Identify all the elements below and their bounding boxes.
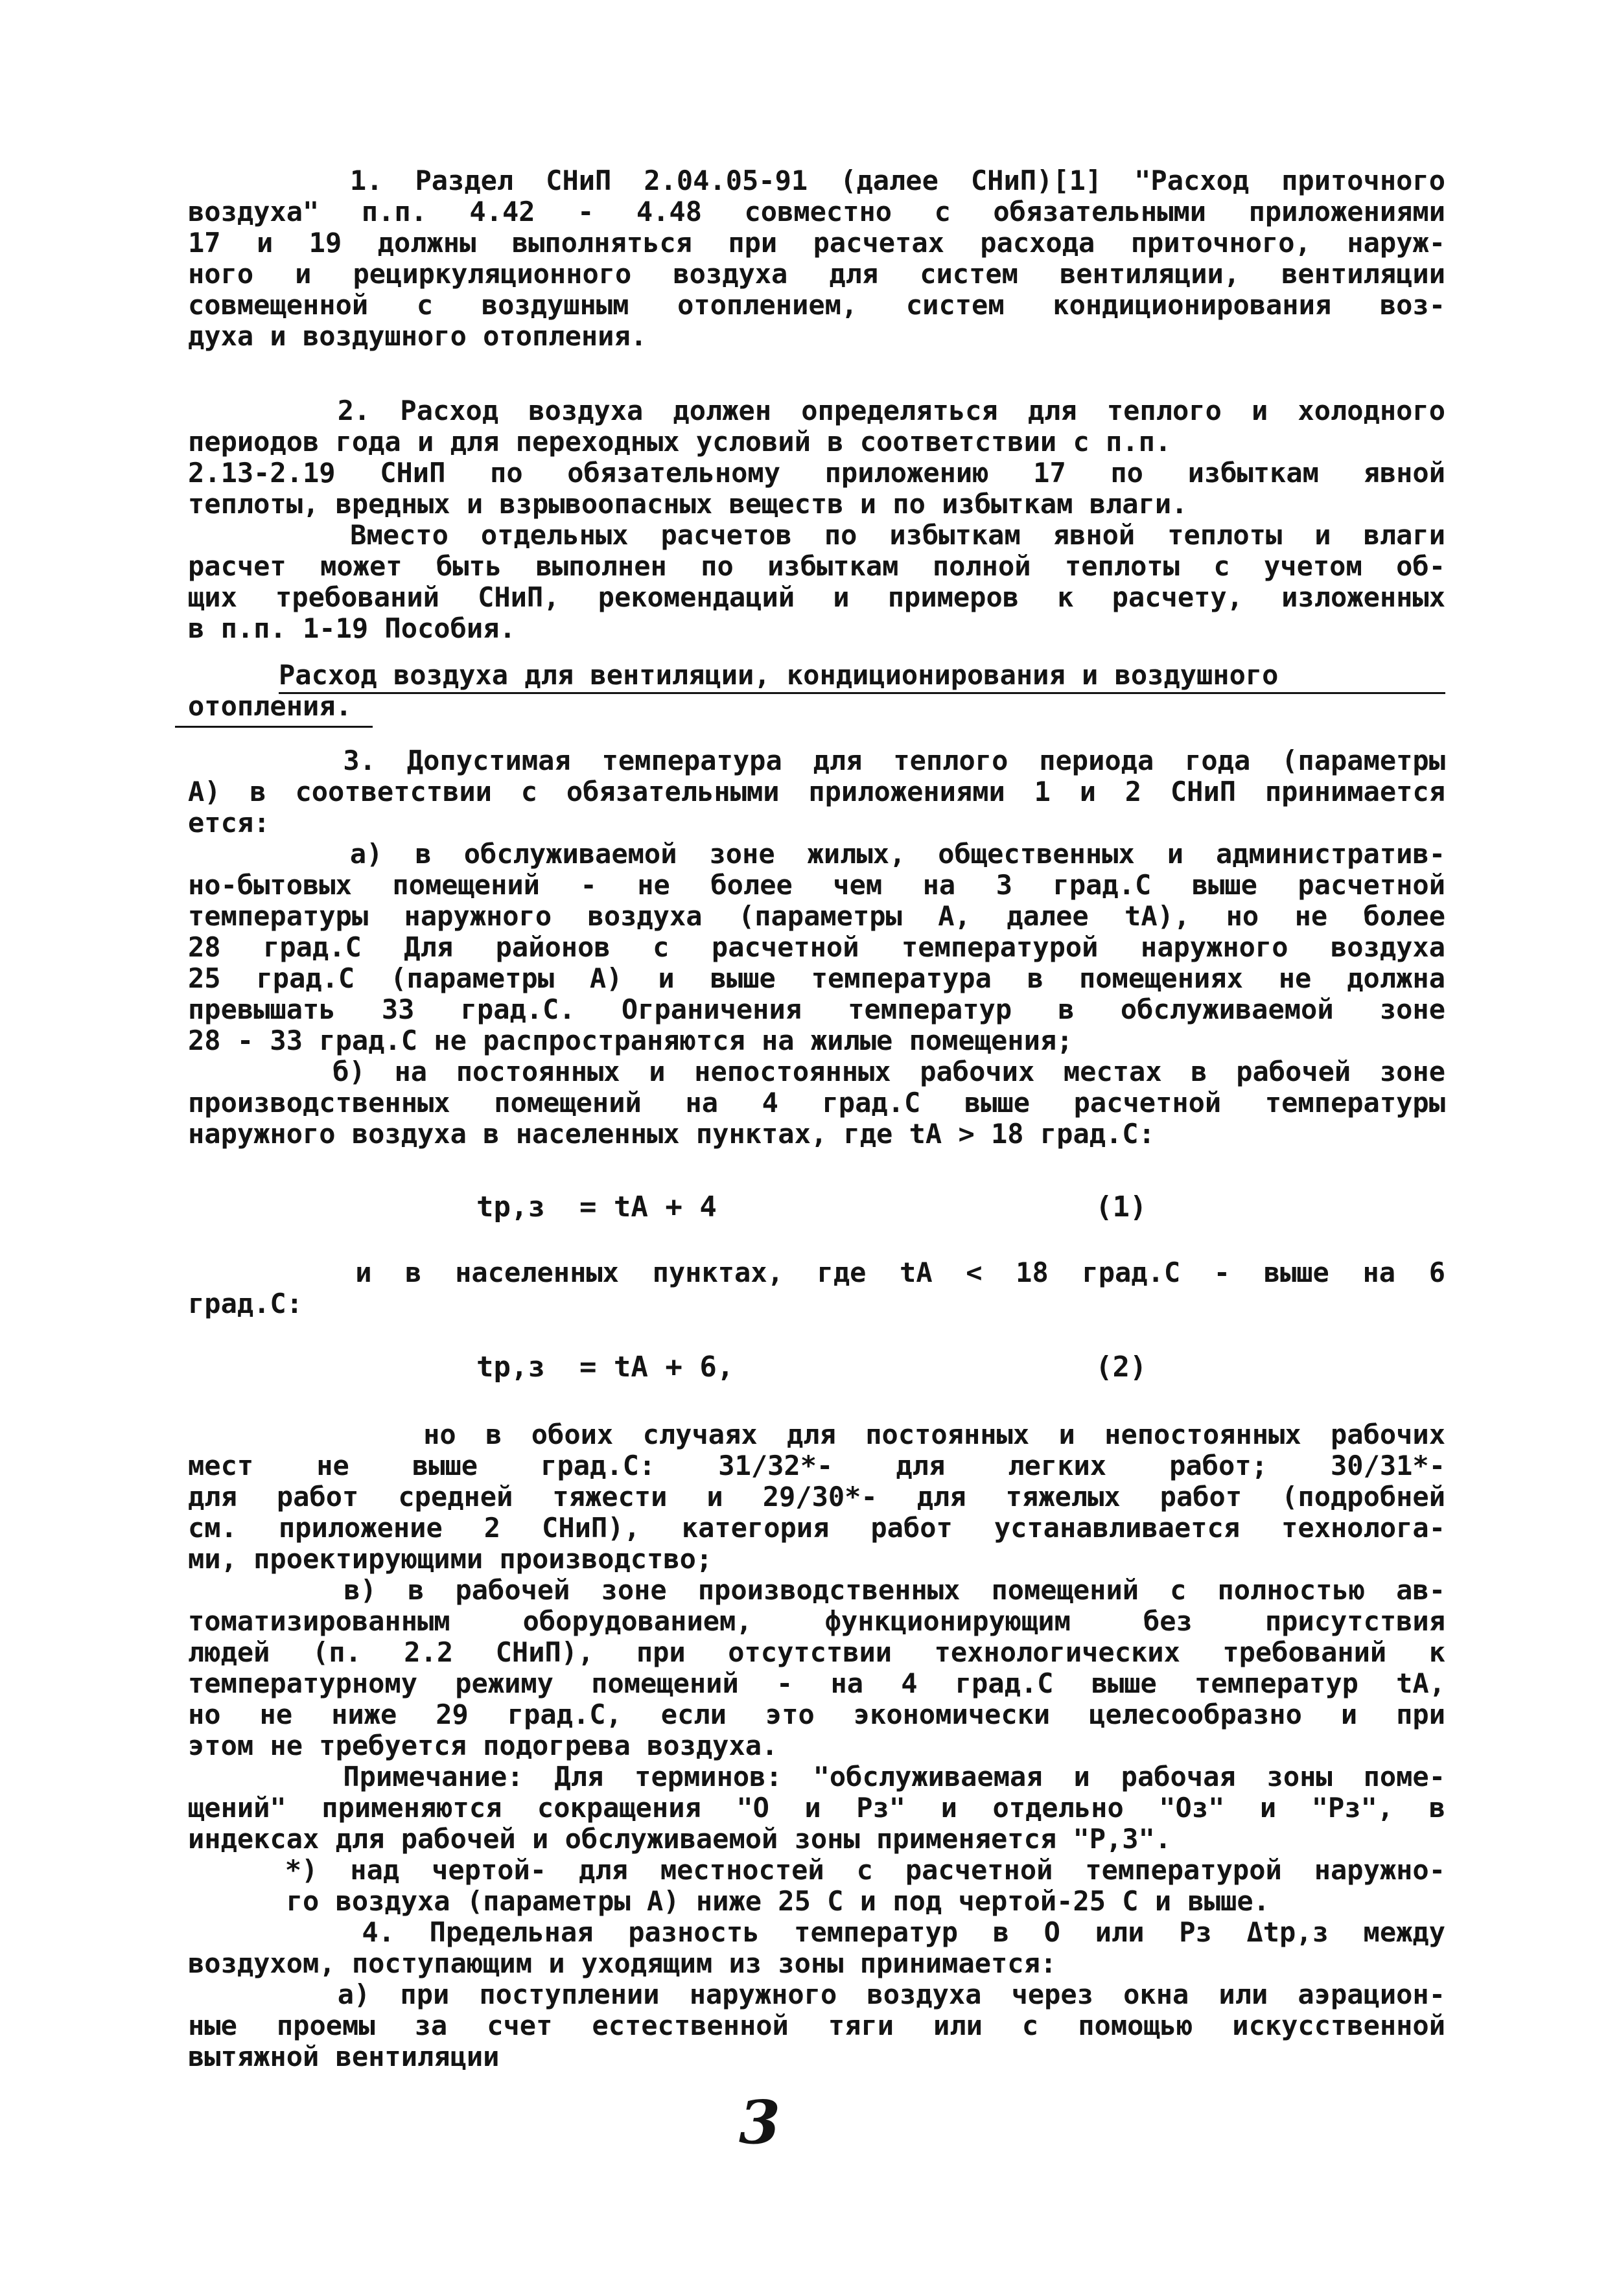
text-line-p2-0: 2. Расход воздуха должен определяться для теплого и холодного [188, 395, 1445, 426]
text-line-p1-0: 1. Раздел СНиП 2.04.05-91 (далее СНиП)[1] "Расход приточного [188, 165, 1445, 196]
text-line-p2-4: Вместо отдельных расчетов по избыткам явной теплоты и влаги [188, 519, 1445, 551]
text-line-p3-7: 25 град.С (параметры А) и выше температура в помещениях не должна [188, 962, 1445, 994]
text-line-p5-16: 4. Предельная разность температур в О или Рз Δtp,з между [188, 1916, 1445, 1948]
text-line-p4-0: и в населенных пунктах, где tA < 18 град.С - выше на 6 [188, 1257, 1445, 1288]
text-line-p2-1: периодов года и для переходных условий в соответствии с п.п. [188, 426, 1172, 458]
text-line-p5-4: ми, проектирующими производство; [188, 1543, 713, 1575]
text-line-p2-6: щих требований СНиП, рекомендаций и примеров к расчету, изложенных [188, 581, 1445, 613]
text-line-p5-9: но не ниже 29 град.С, если это экономически целесообразно и при [188, 1699, 1445, 1730]
equation-2: tp,з = tA + 6, [476, 1351, 734, 1384]
text-line-p5-8: температурному режиму помещений - на 4 град.С выше температур tA, [188, 1667, 1445, 1699]
text-line-p3-1: А) в соответствии с обязательными приложениями 1 и 2 СНиП принимается [188, 776, 1445, 807]
text-line-p3-10: б) на постоянных и непостоянных рабочих местах в рабочей зоне [188, 1056, 1445, 1087]
text-line-p2-5: расчет может быть выполнен по избыткам полной теплоты с учетом об- [188, 550, 1445, 582]
text-line-p5-0: но в обоих случаях для постоянных и непостоянных рабочих [188, 1419, 1445, 1450]
page-number: 3 [739, 2087, 781, 2157]
equation-1: tp,з = tA + 4 [476, 1190, 717, 1223]
text-line-p3-4: но-бытовых помещений - не более чем на 3 град.С выше расчетной [188, 869, 1445, 901]
text-line-p5-13: индексах для рабочей и обслуживаемой зоны применяется "Р,З". [188, 1823, 1172, 1855]
text-line-p5-10: этом не требуется подогрева воздуха. [188, 1730, 778, 1761]
text-line-p3-9: 28 - 33 град.С не распространяются на жилые помещения; [188, 1025, 1073, 1056]
text-line-p3-2: ется: [188, 807, 270, 839]
heading-underline-rule [175, 726, 373, 728]
text-line-p5-15: го воздуха (параметры А) ниже 25 С и под чертой-25 С и выше. [188, 1885, 1270, 1917]
text-line-p2-2: 2.13-2.19 СНиП по обязательному приложению 17 по избыткам явной [188, 457, 1445, 489]
text-line-p5-7: людей (п. 2.2 СНиП), при отсутствии технологических требований к [188, 1636, 1445, 1668]
text-line-p2-3: теплоты, вредных и взрывоопасных веществ и по избыткам влаги. [188, 488, 1188, 520]
section-heading-line-2: отопления. [188, 690, 352, 722]
text-line-p3-5: температуры наружного воздуха (параметры А, далее tA), но не более [188, 900, 1445, 932]
text-line-p5-18: а) при поступлении наружного воздуха через окна или аэрацион- [188, 1978, 1445, 2010]
text-line-p3-6: 28 град.С Для районов с расчетной температурой наружного воздуха [188, 931, 1445, 963]
text-line-p3-0: 3. Допустимая температура для теплого периода года (параметры [188, 745, 1445, 776]
text-line-p1-5: духа и воздушного отопления. [188, 320, 647, 352]
text-line-p1-1: воздуха" п.п. 4.42 - 4.48 совместно с обязательными приложениями [188, 196, 1445, 227]
text-line-p5-3: см. приложение 2 СНиП), категория работ устанавливается технолога- [188, 1512, 1445, 1544]
text-line-p5-11: Примечание: Для терминов: "обслуживаемая и рабочая зоны поме- [188, 1761, 1445, 1792]
text-line-p5-14: *) над чертой- для местностей с расчетной температурой наружно- [188, 1854, 1445, 1886]
equation-2-number: (2) [1095, 1351, 1147, 1384]
text-line-p1-4: совмещенной с воздушным отоплением, систем кондиционирования воз- [188, 289, 1445, 321]
text-line-p1-3: ного и рециркуляционного воздуха для систем вентиляции, вентиляции [188, 258, 1445, 290]
text-line-p3-11: производственных помещений на 4 град.С выше расчетной температуры [188, 1087, 1445, 1119]
text-line-p2-7: в п.п. 1-19 Пособия. [188, 612, 516, 644]
text-line-p5-1: мест не выше град.С: 31/32*- для легких работ; 30/31*- [188, 1450, 1445, 1481]
text-line-p5-2: для работ средней тяжести и 29/30*- для тяжелых работ (подробней [188, 1481, 1445, 1513]
text-line-p1-2: 17 и 19 должны выполняться при расчетах расхода приточного, наруж- [188, 227, 1445, 259]
text-line-p3-3: а) в обслуживаемой зоне жилых, общественных и административ- [188, 838, 1445, 870]
text-line-p5-17: воздухом, поступающим и уходящим из зоны принимается: [188, 1947, 1057, 1979]
text-line-p5-12: щений" применяются сокращения "О и Рз" и отдельно "Оз" и "Рз", в [188, 1792, 1445, 1824]
text-line-p5-20: вытяжной вентиляции [188, 2041, 500, 2072]
text-line-p5-6: томатизированным оборудованием, функционирующим без присутствия [188, 1605, 1445, 1637]
text-line-p3-8: превышать 33 град.С. Ограничения температур в обслуживаемой зоне [188, 993, 1445, 1025]
text-line-p4-1: град.С: [188, 1288, 303, 1319]
section-heading-line-1: Расход воздуха для вентиляции, кондиционирования и воздушного [279, 660, 1445, 694]
text-line-p5-19: ные проемы за счет естественной тяги или с помощью искусственной [188, 2010, 1445, 2041]
text-line-p3-12: наружного воздуха в населенных пунктах, где tA > 18 град.С: [188, 1118, 1155, 1150]
text-line-p5-5: в) в рабочей зоне производственных помещений с полностью ав- [188, 1574, 1445, 1606]
equation-1-number: (1) [1095, 1190, 1147, 1223]
